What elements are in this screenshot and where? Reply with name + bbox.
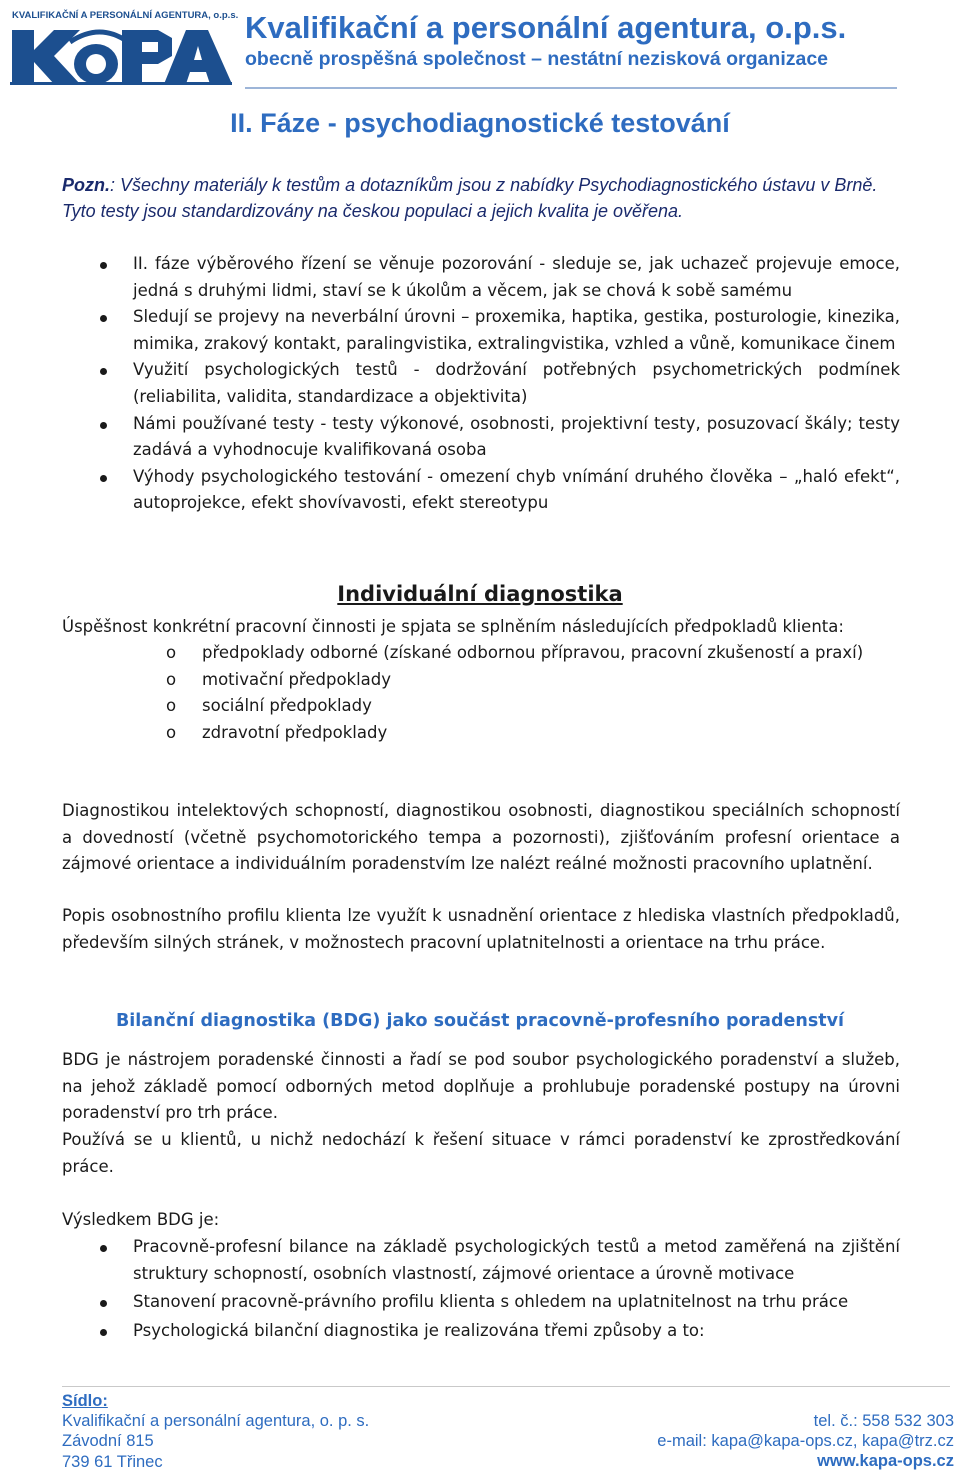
bullet-icon — [100, 368, 107, 375]
footer-city: 739 61 Třinec — [62, 1452, 163, 1471]
note-text: : Všechny materiály k testům a dotazníkům jsou z nabídky Psychodiagnostického ústavu v Brně. Tyto testy jsou standardizovány na českou populaci a jejich kvalita je ověřena. — [62, 175, 878, 221]
bullet-icon — [100, 315, 107, 322]
org-name: Kvalifikační a personální agentura, o.p.s. — [245, 10, 847, 45]
list-item: Námi používané testy - testy výkonové, osobnosti, projektivní testy, posuzovací škály; testy zadává a vyhodnocuje kvalifikovaná osoba — [62, 411, 900, 464]
list-item: o předpoklady odborné (získané odbornou přípravou, pracovní zkušeností a praxí) — [62, 640, 900, 667]
list-item: Využití psychologických testů - dodržování potřebných psychometrických podmínek (reliabilita, validita, standardizace a objektivita) — [62, 357, 900, 410]
bdg-result-label: Výsledkem BDG je: — [62, 1210, 220, 1229]
circle-bullet-icon: o — [166, 669, 177, 689]
bullet-icon — [100, 422, 107, 429]
bdg-paragraph-1: BDG je nástrojem poradenské činnosti a řadí se pod soubor psychologického poradenství a služeb, na jehož základě pomocí odborných metod doplňuje a prohlubuje poradenské postupy na úrovni poradenství pro trh práce. — [62, 1050, 900, 1123]
individual-intro: Úspěšnost konkrétní pracovní činnosti je spjata se splněním následujících předpokladů klienta: — [62, 617, 844, 636]
logo-small-title: KVALIFIKAČNÍ A PERSONÁLNÍ AGENTURA, o.p.s. — [12, 10, 239, 21]
footer-divider — [62, 1386, 950, 1387]
footer-email[interactable]: e-mail: kapa@kapa-ops.cz, kapa@trz.cz — [657, 1432, 954, 1451]
footer-contacts — [657, 1411, 954, 1472]
footer-org: Kvalifikační a personální agentura, o. p. s. — [62, 1412, 370, 1431]
list-item: o sociální předpoklady — [62, 693, 900, 720]
circle-bullet-icon: o — [166, 696, 177, 716]
note-paragraph — [62, 172, 902, 224]
footer-street: Závodní 815 — [62, 1432, 154, 1451]
list-item: o zdravotní předpoklady — [62, 720, 900, 747]
phase-bullet-list — [62, 251, 900, 517]
individual-paragraph-1: Diagnostikou intelektových schopností, diagnostikou osobnosti, diagnostikou speciálních schopností a dovedností (včetně psychomotorického tempa a pozornosti), zjišťováním profesní orientace a zájmové orientace a individuálním poradenstvím lze nalézt reálné možnosti pracovního uplatnění. — [62, 801, 900, 874]
list-item: Sledují se projevy na neverbální úrovni – proxemika, haptika, gestika, posturologie, kinezika, mimika, zrakový kontakt, paralingvistika, extralingvistika, vzhled a vůně, komunikace činem — [62, 304, 900, 357]
list-item: Psychologická bilanční diagnostika je realizována třemi způsoby a to: — [62, 1318, 900, 1345]
kapa-logo — [10, 10, 239, 90]
list-item: II. fáze výběrového řízení se věnuje pozorování - sleduje se, jak uchazeč projevuje emoce, jedná s druhými lidmi, staví se k úkolům a věcem, jak se chová k sobě samému — [62, 251, 900, 304]
prerequisites-list — [62, 640, 900, 746]
individual-paragraph-2: Popis osobnostního profilu klienta lze využít k usnadnění orientace z hlediska vlastních předpokladů, především silných stránek, v možnostech pracovní uplatnitelnosti a orientace na trhu práce. — [62, 906, 900, 952]
bullet-icon — [100, 262, 107, 269]
list-item: o motivační předpoklady — [62, 667, 900, 694]
page-title: II. Fáze - psychodiagnostické testování — [230, 108, 730, 138]
list-item: Výhody psychologického testování - omezení chyb vnímání druhého člověka – „haló efekt“, autoprojekce, efekt shovívavosti, efekt stereotypu — [62, 464, 900, 517]
bullet-icon — [100, 475, 107, 482]
bullet-icon — [100, 1245, 107, 1252]
circle-bullet-icon: o — [166, 643, 177, 662]
footer-web-link[interactable]: www.kapa-ops.cz — [817, 1452, 954, 1471]
footer-phone: tel. č.: 558 532 303 — [813, 1412, 954, 1430]
section-heading-bdg: Bilanční diagnostika (BDG) jako součást pracovně-profesního poradenství — [115, 1011, 845, 1031]
footer-seat-label: Sídlo: — [62, 1392, 108, 1410]
list-item: Stanovení pracovně-právního profilu klienta s ohledem na uplatnitelnost na trhu práce — [62, 1289, 900, 1316]
bullet-icon — [100, 1300, 107, 1307]
section-heading-individual: Individuální diagnostika — [337, 582, 623, 606]
bdg-paragraph-2: Používá se u klientů, u nichž nedochází k řešení situace v rámci poradenství ke zprostředkování práce. — [62, 1130, 900, 1176]
header-divider — [245, 87, 897, 89]
note-label: Pozn. — [62, 175, 110, 195]
bullet-icon — [100, 1329, 107, 1336]
org-subtitle: obecně prospěšná společnost – nestátní nezisková organizace — [245, 48, 829, 70]
kapa-logo-graphic — [10, 24, 232, 86]
footer-address — [62, 1391, 369, 1472]
list-item: Pracovně-profesní bilance na základě psychologických testů a metod zaměřená na zjištění struktury schopností, osobních vlastností, zájmové orientace a úrovně motivace — [62, 1234, 900, 1287]
bdg-results-list — [62, 1234, 900, 1344]
circle-bullet-icon: o — [166, 722, 177, 742]
